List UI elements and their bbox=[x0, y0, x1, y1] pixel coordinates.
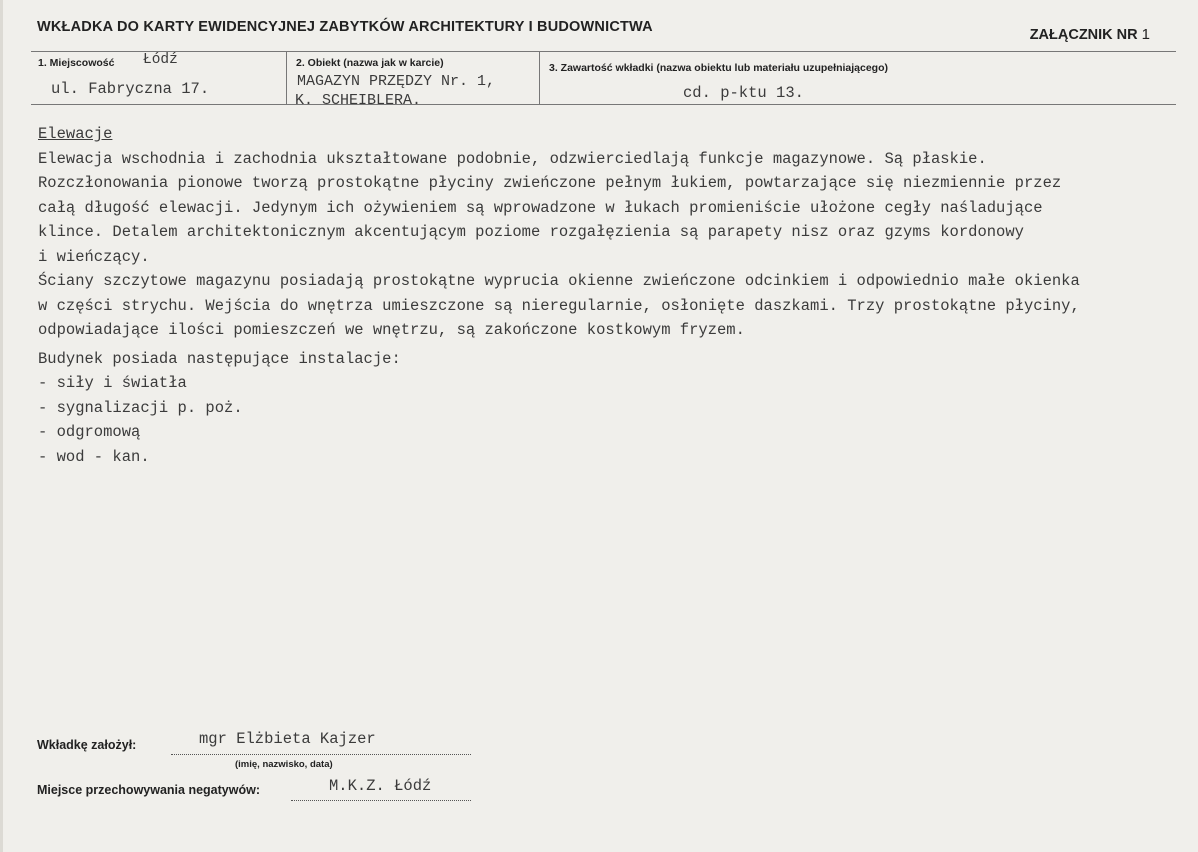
contents-label: 3. Zawartość wkładki (nazwa obiektu lub materiału uzupełniającego) bbox=[549, 62, 888, 74]
negatives-value: M.K.Z. Łódź bbox=[329, 777, 432, 795]
paragraph1-line: całą długość elewacji. Jedynym ich ożywieniem są wprowadzone w łukach promieniście ułożone cegły naśladujące bbox=[38, 198, 1043, 217]
locality-label: 1. Miejscowość bbox=[38, 57, 115, 69]
description-body bbox=[38, 122, 1183, 469]
document-title: WKŁADKA DO KARTY EWIDENCYJNEJ ZABYTKÓW ARCHITEKTURY I BUDOWNICTWA bbox=[37, 19, 653, 35]
paragraph1-line: Rozczłonowania pionowe tworzą prostokątne płyciny zwieńczone pełnym łukiem, powtarzające się niezmiennie przez bbox=[38, 174, 1062, 192]
installation-item: - odgromową bbox=[38, 423, 141, 441]
paragraph1-line: klince. Detalem architektonicznym akcentującym poziome rozgałęzienia są parapety nisz oraz gzyms kordonowy bbox=[38, 223, 1024, 241]
paragraph2-line: odpowiadające ilości pomieszczeń we wnętrzu, są zakończone kostkowym fryzem. bbox=[38, 321, 745, 339]
founder-dotted-line bbox=[171, 754, 471, 755]
annex-number: 1 bbox=[1141, 26, 1150, 43]
negatives-label: Miejsce przechowywania negatywów: bbox=[37, 783, 260, 797]
founder-caption: (imię, nazwisko, data) bbox=[235, 759, 333, 770]
header-rule-bottom bbox=[31, 104, 1176, 105]
installation-item: - wod - kan. bbox=[38, 447, 150, 466]
founder-label: Wkładkę założył: bbox=[37, 738, 137, 752]
field-divider-2 bbox=[539, 52, 540, 104]
negatives-dotted-line bbox=[291, 800, 471, 801]
object-value-line1: MAGAZYN PRZĘDZY Nr. 1, bbox=[297, 73, 496, 90]
address-value: ul. Fabryczna 17. bbox=[51, 80, 210, 98]
locality-value: Łódź bbox=[143, 52, 178, 68]
object-value-line2: K. SCHEIBLERA. bbox=[295, 92, 422, 104]
annex-label-text: ZAŁĄCZNIK NR bbox=[1029, 27, 1138, 43]
paragraph1-line: Elewacja wschodnia i zachodnia ukształtowane podobnie, odzwierciedlają funkcje magazynowe. Są płaskie. bbox=[38, 149, 987, 168]
installation-item: - siły i światła bbox=[38, 374, 187, 392]
installations-intro: Budynek posiada następujące instalacje: bbox=[38, 349, 401, 368]
paragraph1-line: i wieńczący. bbox=[38, 247, 150, 266]
contents-value: cd. p-ktu 13. bbox=[683, 84, 804, 102]
paragraph2-line: Ściany szczytowe magazynu posiadają prostokątne wyprucia okienne zwieńczone odcinkiem i odpowiednio małe okienka bbox=[38, 272, 1080, 290]
header-rule-top bbox=[31, 51, 1176, 52]
section-heading: Elewacje bbox=[38, 125, 113, 143]
paragraph2-line: w części strychu. Wejścia do wnętrza umieszczone są nieregularnie, osłonięte daszkami. Trzy prostokątne płyciny, bbox=[38, 296, 1080, 315]
field-divider-1 bbox=[286, 52, 287, 104]
founder-value: mgr Elżbieta Kajzer bbox=[199, 730, 376, 748]
annex-label bbox=[1030, 26, 1150, 43]
installation-item: - sygnalizacji p. poż. bbox=[38, 398, 243, 417]
object-label: 2. Obiekt (nazwa jak w karcie) bbox=[296, 57, 444, 69]
